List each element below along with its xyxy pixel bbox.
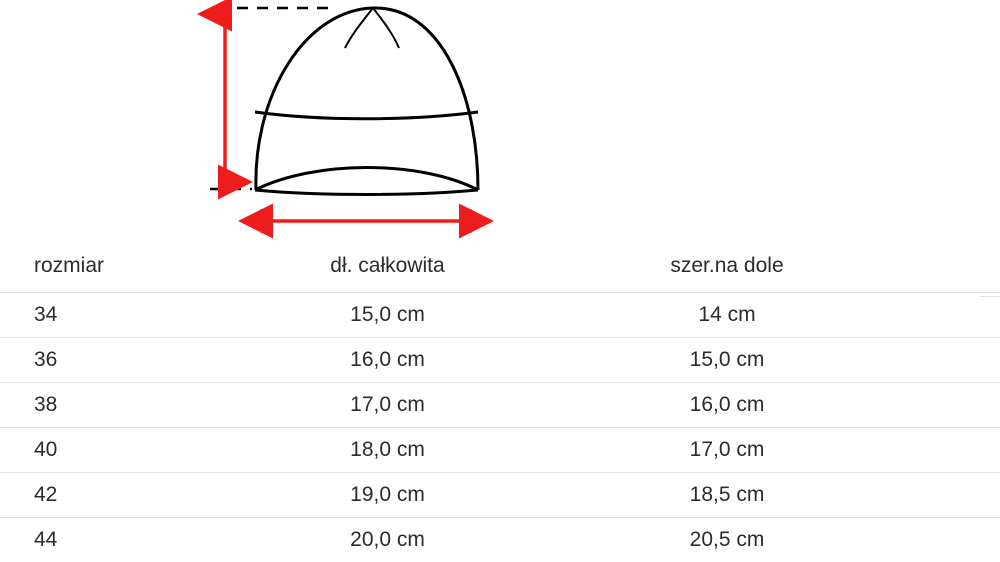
column-header-size: rozmiar bbox=[0, 248, 250, 293]
size-table bbox=[0, 248, 1000, 562]
table-row bbox=[0, 383, 1000, 428]
cell-total-length: 20,0 cm bbox=[250, 518, 535, 562]
cell-spacer bbox=[975, 293, 1000, 338]
cell-size: 36 bbox=[0, 338, 250, 383]
cell-total-length: 18,0 cm bbox=[250, 428, 535, 473]
table-header-row bbox=[0, 248, 1000, 293]
column-header-bottom-width: szer.na dole bbox=[535, 248, 975, 293]
right-edge-rule bbox=[980, 296, 1000, 297]
cell-size: 42 bbox=[0, 473, 250, 518]
cell-spacer bbox=[975, 338, 1000, 383]
cell-bottom-width: 15,0 cm bbox=[535, 338, 975, 383]
table-row bbox=[0, 473, 1000, 518]
table-row bbox=[0, 293, 1000, 338]
hat-diagram bbox=[0, 0, 1000, 240]
column-header-spacer bbox=[975, 248, 1000, 293]
cell-total-length: 17,0 cm bbox=[250, 383, 535, 428]
cell-size: 38 bbox=[0, 383, 250, 428]
cell-bottom-width: 20,5 cm bbox=[535, 518, 975, 562]
cell-bottom-width: 18,5 cm bbox=[535, 473, 975, 518]
cell-bottom-width: 14 cm bbox=[535, 293, 975, 338]
cell-spacer bbox=[975, 473, 1000, 518]
cell-total-length: 19,0 cm bbox=[250, 473, 535, 518]
hat-outline-shape bbox=[255, 8, 478, 195]
cell-size: 40 bbox=[0, 428, 250, 473]
column-header-total-length: dł. całkowita bbox=[250, 248, 535, 293]
cell-spacer bbox=[975, 383, 1000, 428]
cell-spacer bbox=[975, 428, 1000, 473]
table-row bbox=[0, 428, 1000, 473]
cell-total-length: 15,0 cm bbox=[250, 293, 535, 338]
table-row bbox=[0, 518, 1000, 562]
cell-bottom-width: 16,0 cm bbox=[535, 383, 975, 428]
table-row bbox=[0, 338, 1000, 383]
cell-spacer bbox=[975, 518, 1000, 562]
cell-size: 44 bbox=[0, 518, 250, 562]
table-body bbox=[0, 293, 1000, 562]
cell-size: 34 bbox=[0, 293, 250, 338]
cell-total-length: 16,0 cm bbox=[250, 338, 535, 383]
cell-bottom-width: 17,0 cm bbox=[535, 428, 975, 473]
